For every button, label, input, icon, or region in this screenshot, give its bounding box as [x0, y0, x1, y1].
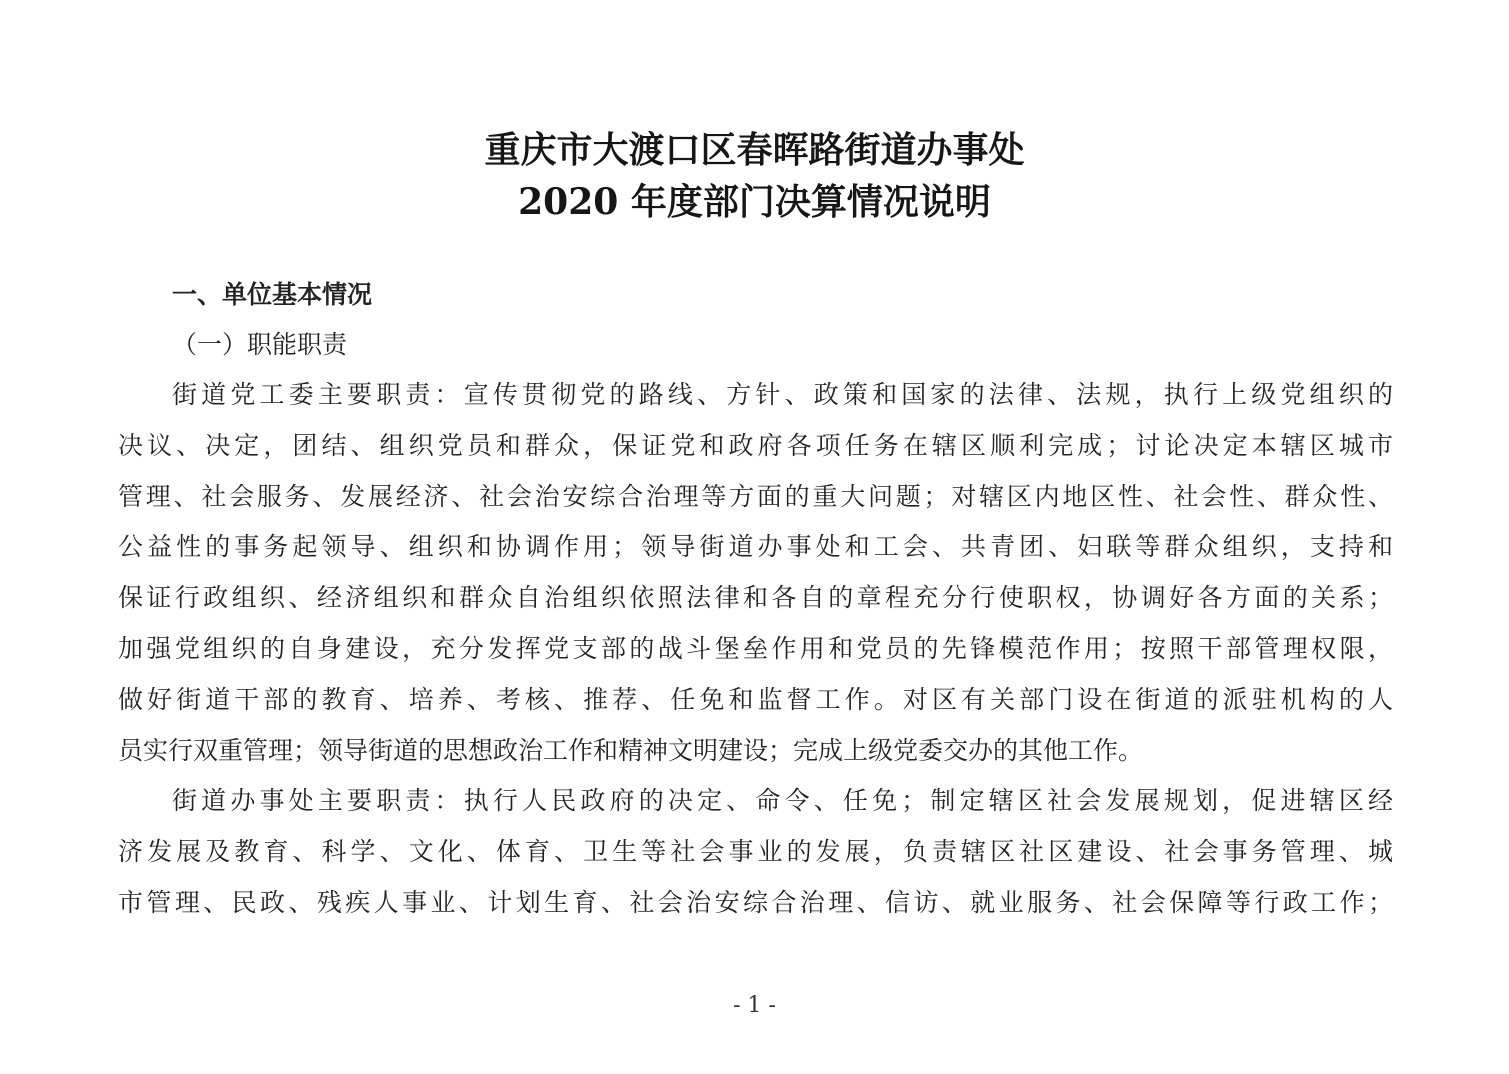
- paragraph-line: 保证行政组织、经济组织和群众自治组织依照法律和各自的章程充分行使职权，协调好各方面的关系；: [118, 583, 1393, 613]
- document-title-line-1: 重庆市大渡口区春晖路街道办事处: [484, 129, 1025, 171]
- document-title-line-2: 2020 年度部门决算情况说明: [518, 181, 991, 223]
- paragraph-line: 街道办事处主要职责：执行人民政府的决定、命令、任免；制定辖区社会发展规划，促进辖区经: [172, 786, 1393, 815]
- paragraph-line: 加强党组织的自身建设，充分发挥党支部的战斗堡垒作用和党员的先锋模范作用；按照干部管理权限，: [118, 633, 1393, 663]
- paragraph-line: 市管理、民政、残疾人事业、计划生育、社会治安综合治理、信访、就业服务、社会保障等行政工作；: [118, 887, 1393, 917]
- page-number: - 1 -: [733, 993, 776, 1018]
- section-heading: 一、单位基本情况: [172, 280, 373, 309]
- paragraph-line: 决议、决定，团结、组织党员和群众，保证党和政府各项任务在辖区顺利完成；讨论决定本辖区城市: [118, 430, 1393, 460]
- paragraph-office-duties: [118, 776, 1393, 928]
- subsection-heading: （一）职能职责: [172, 330, 348, 359]
- paragraph-party-duties: [118, 370, 1393, 776]
- paragraph-line: 街道党工委主要职责：宣传贯彻党的路线、方针、政策和国家的法律、法规，执行上级党组织的: [172, 380, 1393, 409]
- paragraph-line: 济发展及教育、科学、文化、体育、卫生等社会事业的发展，负责辖区社区建设、社会事务管理、城: [118, 836, 1393, 866]
- paragraph-line: 员实行双重管理；领导街道的思想政治工作和精神文明建设；完成上级党委交办的其他工作。: [118, 735, 1144, 765]
- paragraph-line: 管理、社会服务、发展经济、社会治安综合治理等方面的重大问题；对辖区内地区性、社会性、群众性、: [118, 481, 1393, 511]
- paragraph-line: 公益性的事务起领导、组织和协调作用；领导街道办事处和工会、共青团、妇联等群众组织，支持和: [118, 532, 1393, 562]
- paragraph-line: 做好街道干部的教育、培养、考核、推荐、任免和监督工作。对区有关部门设在街道的派驻机构的人: [118, 684, 1393, 714]
